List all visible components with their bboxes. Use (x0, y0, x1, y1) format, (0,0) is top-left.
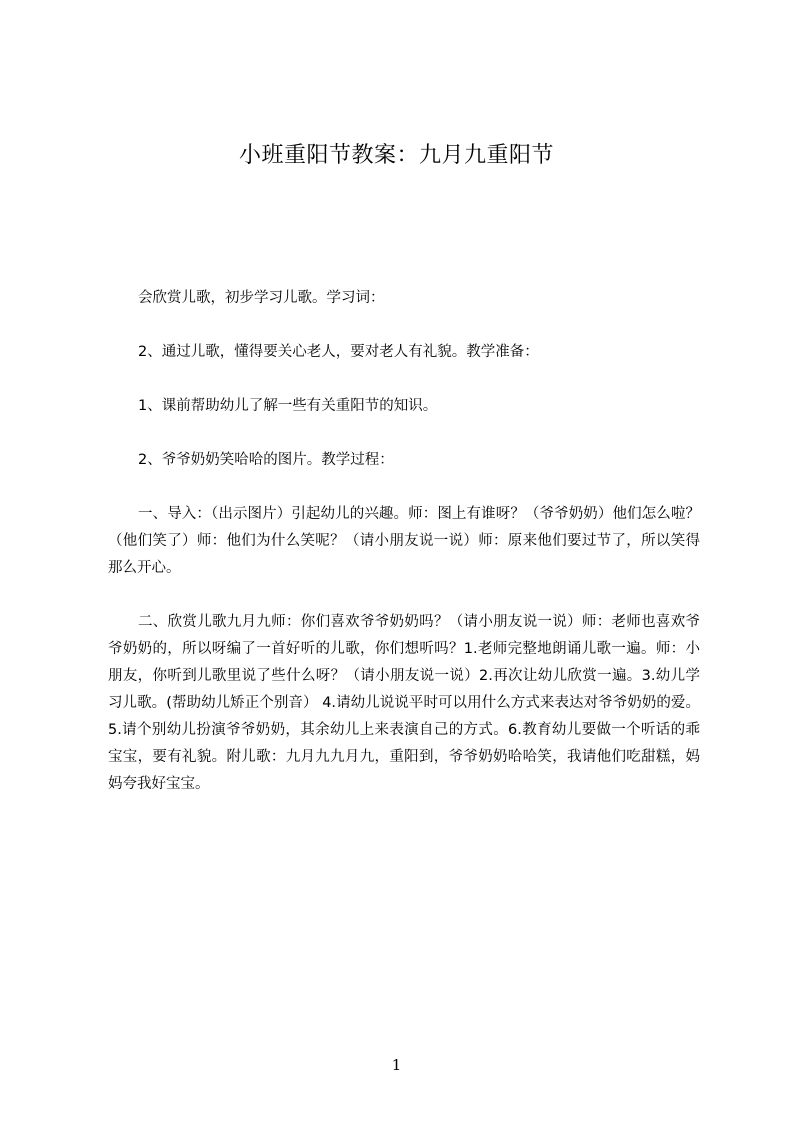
paragraph-preparation-1: 1、课前帮助幼儿了解一些有关重阳节的知识。 (138, 398, 438, 414)
page-number: 1 (391, 1056, 402, 1074)
document-body (108, 285, 700, 798)
page-title: 小班重阳节教案：九月九重阳节 (238, 143, 554, 168)
paragraph-objective-2: 2、通过儿歌，懂得要关心老人，要对老人有礼貌。教学准备： (138, 344, 539, 360)
paragraph-objective-1: 会欣赏儿歌，初步学习儿歌。学习词： (138, 290, 385, 306)
paragraph-appreciation: 二、欣赏儿歌九月九师：你们喜欢爷爷奶奶吗？（请小朋友说一说）师：老师也喜欢爷爷奶奶的，所以呀编了一首好听的儿歌，你们想听吗？1.老师完整地朗诵儿歌一遍。师：小朋友，你听到儿歌里说了些什么呀？（请小朋友说一说）2.再次让幼儿欣赏一遍。3.幼儿学习儿歌。(帮助幼儿矫正个别音） 4.请幼儿说说平时可以用什么方式来表达对爷爷奶奶的爱。5.请个别幼儿扮演爷爷奶奶，其余幼儿上来表演自己的方式。6.教育幼儿要做一个听话的乖宝宝，要有礼貌。附儿歌：九月九九月九，重阳到，爷爷奶奶哈哈笑，我请他们吃甜糕，妈妈夸我好宝宝。 (108, 614, 700, 792)
paragraph-introduction: 一、导入：（出示图片）引起幼儿的兴趣。师：图上有谁呀？（爷爷奶奶）他们怎么啦？（他们笑了）师：他们为什么笑呢？（请小朋友说一说）师：原来他们要过节了，所以笑得那么开心。 (108, 506, 700, 576)
paragraph-preparation-2: 2、爷爷奶奶笑哈哈的图片。教学过程： (138, 452, 394, 468)
